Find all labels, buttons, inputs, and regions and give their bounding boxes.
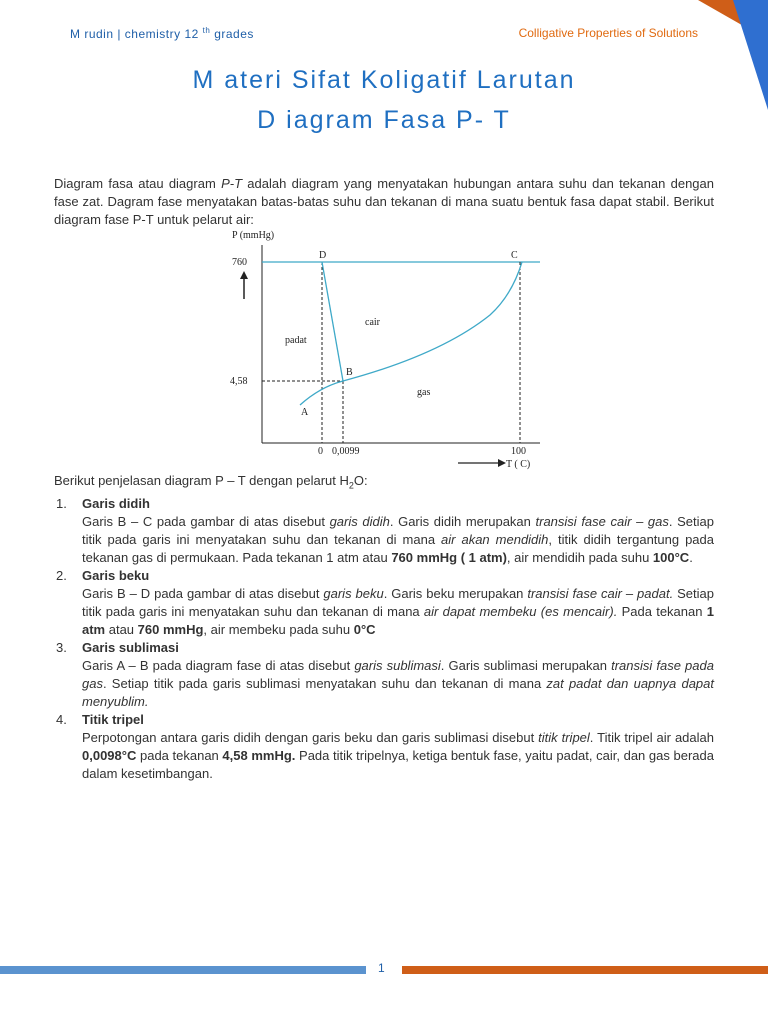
tick-00099: 0,0099	[332, 446, 360, 457]
point-c: C	[511, 250, 518, 261]
boiling-sublimation-curve	[300, 262, 522, 405]
tick-100: 100	[511, 446, 526, 457]
header-author: M rudin | chemistry 12 $^{th}$ grades	[70, 26, 254, 41]
x-axis-label: T ( C)	[506, 459, 531, 470]
tick-760: 760	[232, 257, 247, 268]
list-item: 1. Garis didih Garis B – C pada gambar di atas disebut garis didih. Garis didih merupakan transisi fase cair – gas. Setiap titik pada garis ini menyatakan suhu dan tekanan di mana air akan mendidih, titik didih tergantung pada tekanan gas di permukaan. Pada tekanan 1 atm atau 760 mmHg ( 1 atm), air mendidih pada suhu 100°C.	[56, 495, 715, 565]
point-a: A	[301, 407, 309, 418]
y-arrow-head	[240, 271, 248, 279]
header-topic: Colligative Properties of Solutions	[518, 26, 698, 40]
tick-458: 4,58	[230, 376, 248, 387]
point-d: D	[319, 250, 327, 261]
list-item: 2. Garis beku Garis B – D pada gambar di atas disebut garis beku. Garis beku merupakan transisi fase cair – padat. Setiap titik pada garis ini menyatakan suhu dan tekanan di mana air dapat membeku (es mencair). Pada tekanan 1 atm atau 760 mmHg, air membeku pada suhu 0°C	[56, 567, 714, 637]
list-item: 3. Garis sublimasi Garis A – B pada diagram fase di atas disebut garis sublimasi. Garis sublimasi merupakan transisi fase pada gas. Setiap titik pada garis sublimasi menyatakan suhu dan tekanan di mana zat padat dan uapnya dapat menyublim.	[56, 639, 714, 709]
tick-0: 0	[318, 446, 323, 457]
footer-bar-right	[402, 966, 768, 974]
intro-paragraph: Diagram fasa atau diagram P-T adalah diagram yang menyatakan hubungan antara suhu dan tekanan dengan fase zat. Dagram fase menyatakan batas-batas suhu dan tekanan di mana suatu bentuk fasa dapat stabil. Berikut diagram fase P-T untuk pelarut air:	[54, 176, 714, 227]
region-liquid: cair	[365, 317, 380, 328]
explanation-intro: Berikut penjelasan diagram P – T dengan pelarut $H_2O$:	[54, 473, 368, 491]
x-arrow-head	[498, 459, 506, 467]
page-number: 1	[378, 961, 385, 975]
region-solid: padat	[285, 335, 307, 346]
point-b: B	[346, 367, 353, 378]
footer-bar-left	[0, 966, 366, 974]
explanation-section	[54, 472, 714, 783]
region-gas: gas	[417, 387, 431, 398]
list-item: 4. Titik tripel Perpotongan antara garis didih dengan garis beku dan garis sublimasi disebut titik tripel. Titik tripel air adalah 0,0098°C pada tekanan 4,58 mmHg. Pada titik tripelnya, ketiga bentuk fase, yaitu padat, cair, dan gas berada dalam kesetimbangan.	[56, 711, 714, 781]
phase-diagram	[200, 225, 560, 470]
page-subtitle: D iagram Fasa P- T	[257, 106, 511, 134]
freezing-line	[322, 262, 343, 381]
page-title: M ateri Sifat Koligatif Larutan	[192, 66, 576, 94]
y-axis-label: P (mmHg)	[232, 230, 275, 241]
